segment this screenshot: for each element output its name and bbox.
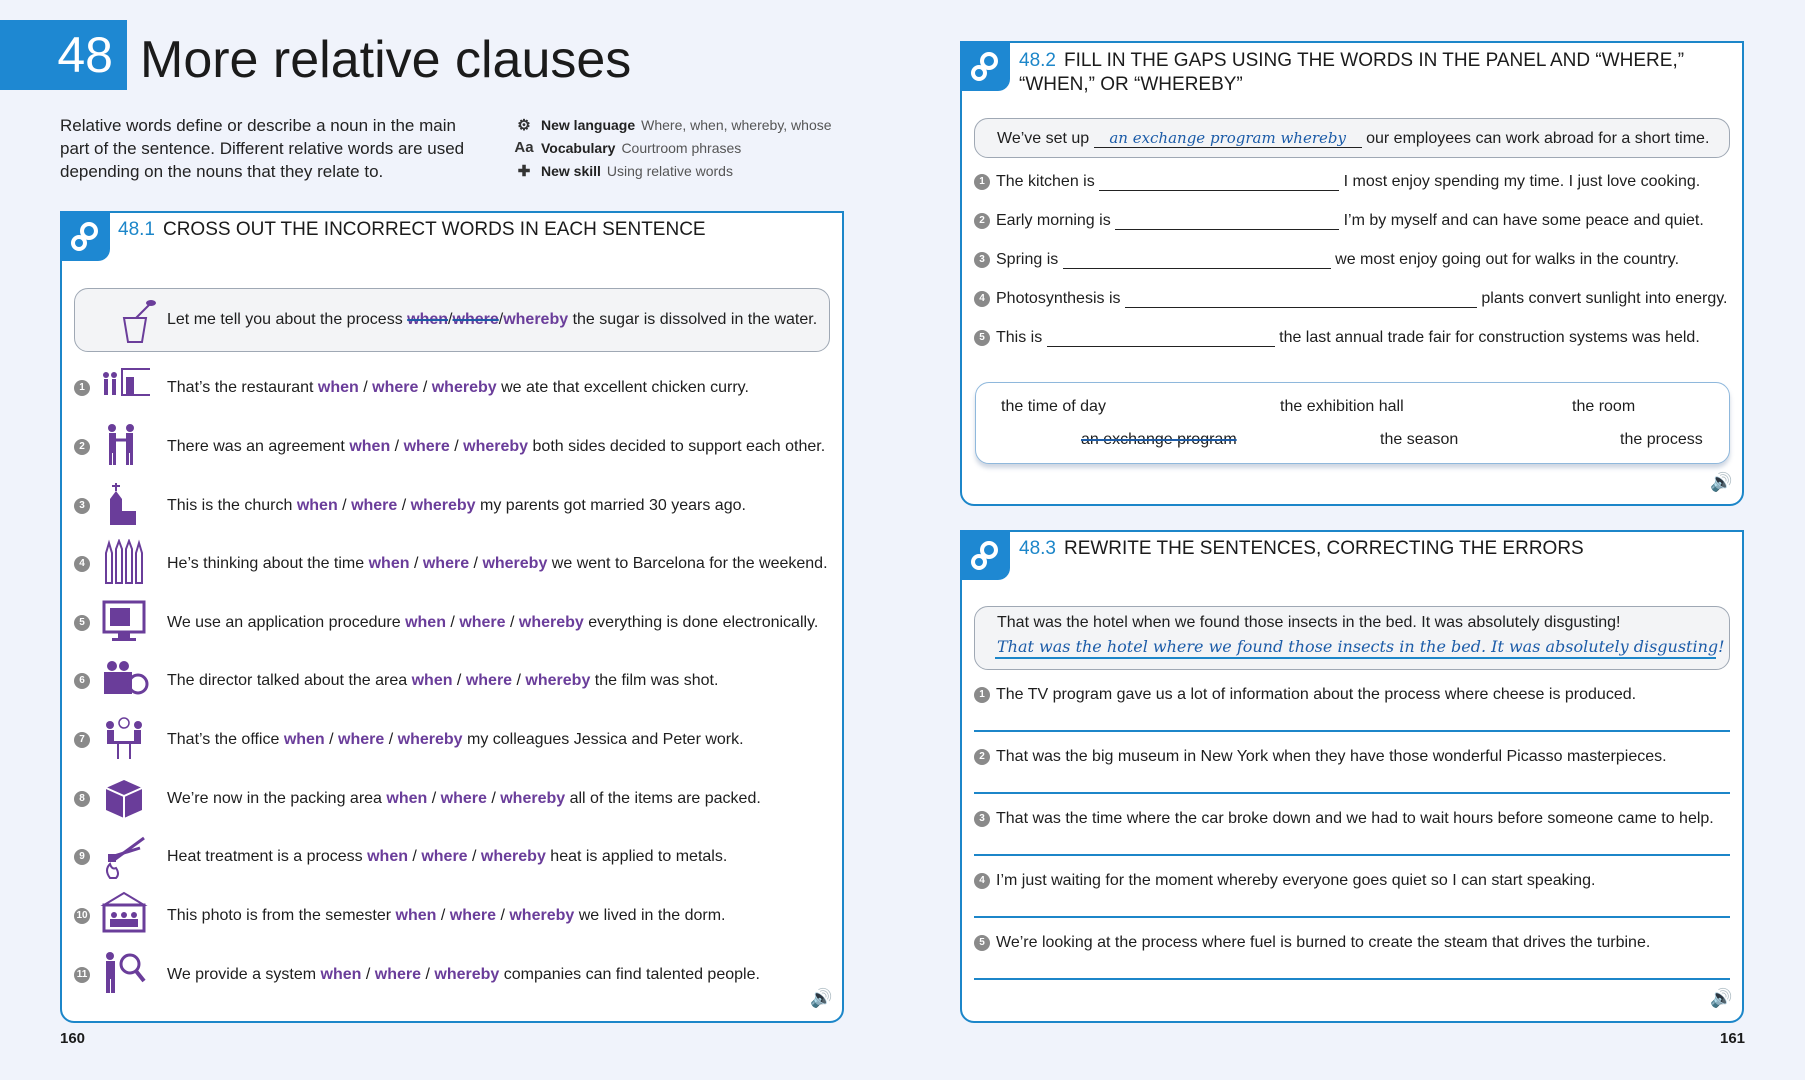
choice-word-when[interactable]: when xyxy=(368,555,410,572)
exercise-title: REWRITE THE SENTENCES, CORRECTING THE ERRORS xyxy=(1063,538,1584,559)
slash: / xyxy=(337,497,352,514)
answer-line[interactable] xyxy=(974,854,1730,856)
item-number: 5 xyxy=(974,935,990,951)
meta-new-language xyxy=(513,116,832,134)
gear-icon: ⚙ xyxy=(517,117,531,134)
choice-word-whereby[interactable]: whereby xyxy=(431,379,497,396)
item-number: 3 xyxy=(74,498,90,514)
sentence-before: This is xyxy=(996,329,1047,346)
sentence-row xyxy=(167,438,825,456)
exercise-badge xyxy=(960,530,1010,580)
panel-word: the exhibition hall xyxy=(1280,398,1404,415)
example-after: the sugar is dissolved in the water. xyxy=(572,311,818,328)
item-number: 5 xyxy=(74,615,90,631)
sentence-before: This photo is from the semester xyxy=(167,907,396,924)
sentence-row xyxy=(167,497,746,515)
speaker-icon[interactable]: 🔊 xyxy=(1710,988,1733,1008)
sentence-row xyxy=(167,614,818,632)
church-icon xyxy=(100,481,150,529)
item-number: 2 xyxy=(974,213,990,229)
answer-line[interactable] xyxy=(974,730,1730,732)
sentence-after: we ate that excellent chicken curry. xyxy=(496,379,749,396)
choice-word-when[interactable]: when xyxy=(349,438,391,455)
slash: / xyxy=(409,555,423,572)
panel-word: the process xyxy=(1620,431,1703,448)
slash: / xyxy=(384,731,398,748)
item-number: 9 xyxy=(74,849,90,865)
answer-line[interactable] xyxy=(974,916,1730,918)
error-sentence: The TV program gave us a lot of information about the process where cheese is produced. xyxy=(996,686,1637,703)
exercise-48-3-heading xyxy=(1019,537,1584,561)
choice-word-when[interactable]: when xyxy=(296,497,338,514)
panel-word: the time of day xyxy=(1001,398,1106,415)
exercise-title-line1: FILL IN THE GAPS USING THE WORDS IN THE PANEL AND “WHERE,” xyxy=(1063,50,1685,71)
choice-word-whereby[interactable]: whereby xyxy=(500,790,566,807)
box-icon xyxy=(100,774,150,822)
exercise-title: CROSS OUT THE INCORRECT WORDS IN EACH SENTENCE xyxy=(162,219,706,240)
puzzle-icon: ✚ xyxy=(517,163,531,180)
example-word-where: where xyxy=(452,311,499,328)
example-word-whereby: whereby xyxy=(503,311,569,328)
error-sentence: That was the big museum in New York when they have those wonderful Picasso masterpieces. xyxy=(996,748,1667,765)
gap-blank[interactable] xyxy=(1099,173,1339,191)
gap-sentence xyxy=(996,329,1700,347)
error-sentence: That was the time where the car broke down and we had to wait hours before someone came to help. xyxy=(996,810,1714,827)
example-before: Let me tell you about the process xyxy=(167,311,403,328)
exercise-badge xyxy=(60,211,110,261)
gap-sentence xyxy=(996,212,1704,230)
photo-icon xyxy=(100,891,150,939)
sentence-after: plants convert sunlight into energy. xyxy=(1476,290,1728,307)
sentence-before: The director talked about the area xyxy=(167,672,412,689)
gap-blank[interactable] xyxy=(1047,329,1275,347)
choice-word-when[interactable]: when xyxy=(395,907,437,924)
slash: / xyxy=(486,790,501,807)
choice-word-where[interactable]: where xyxy=(374,966,422,983)
error-sentence: I’m just waiting for the moment whereby everyone goes quiet so I can start speaking. xyxy=(996,872,1596,889)
choice-word-whereby[interactable]: whereby xyxy=(410,497,476,514)
meta-label: New skill xyxy=(541,163,601,179)
item-number: 8 xyxy=(74,791,90,807)
choice-word-where[interactable]: where xyxy=(403,438,450,455)
exercise-title-line2: “WHEN,” OR “WHEREBY” xyxy=(1019,74,1243,95)
slash: / xyxy=(448,311,453,328)
item-number: 1 xyxy=(974,687,990,703)
sentence-after: we most enjoy going out for walks in the country. xyxy=(1330,251,1680,268)
answer-line[interactable] xyxy=(974,978,1730,980)
meta-vocabulary xyxy=(513,139,741,156)
sentence-after: everything is done electronically. xyxy=(583,614,819,631)
item-number: 3 xyxy=(974,252,990,268)
sentence-before: The kitchen is xyxy=(996,173,1100,190)
sentence-after: I most enjoy spending my time. I just love cooking. xyxy=(1339,173,1701,190)
office-icon xyxy=(100,715,150,763)
exercise-number: 48.3 xyxy=(1019,538,1056,559)
gap-blank[interactable] xyxy=(1115,212,1339,230)
choice-word-when[interactable]: when xyxy=(411,672,453,689)
item-number: 11 xyxy=(74,967,90,983)
meta-new-skill xyxy=(513,162,733,180)
example-sentence: That was the hotel when we found those insects in the bed. It was absolutely disgusting! xyxy=(997,614,1621,631)
sentence-after: companies can find talented people. xyxy=(499,966,760,983)
item-number: 4 xyxy=(974,291,990,307)
meta-label: New language xyxy=(541,117,636,133)
example-sentence xyxy=(997,129,1709,148)
slash: / xyxy=(407,848,422,865)
choice-word-when[interactable]: when xyxy=(283,731,325,748)
sentence-row xyxy=(167,907,725,925)
choice-word-whereby[interactable]: whereby xyxy=(509,907,575,924)
choice-word-when[interactable]: when xyxy=(405,614,446,631)
item-number: 6 xyxy=(74,673,90,689)
sentence-after: all of the items are packed. xyxy=(565,790,761,807)
sentence-before: We use an application procedure xyxy=(167,614,406,631)
sentence-before: We’re now in the packing area xyxy=(167,790,387,807)
sentence-before: That’s the office xyxy=(167,731,284,748)
sentence-row xyxy=(167,379,749,397)
gap-blank[interactable] xyxy=(1125,290,1477,308)
choice-word-whereby[interactable]: whereby xyxy=(434,966,500,983)
example-before: We’ve set up xyxy=(997,130,1090,147)
gap-sentence xyxy=(996,251,1679,269)
sugar-spoon-icon xyxy=(116,298,156,344)
panel-word-used: an exchange program xyxy=(1081,431,1237,448)
sentence-row xyxy=(167,555,828,573)
magnifier-person-icon xyxy=(100,950,150,998)
example-sentence xyxy=(167,311,817,329)
monitor-icon xyxy=(100,598,150,646)
example-word-when: when xyxy=(407,311,449,328)
handshake-icon xyxy=(100,422,150,470)
slash: / xyxy=(505,614,519,631)
answer-line[interactable] xyxy=(974,792,1730,794)
item-number: 10 xyxy=(74,908,90,924)
slash: / xyxy=(397,497,411,514)
choice-word-whereby[interactable]: whereby xyxy=(482,555,548,572)
sentence-before: We provide a system xyxy=(167,966,321,983)
sentence-after: I’m by myself and can have some peace and quiet. xyxy=(1339,212,1704,229)
sentence-before: Spring is xyxy=(996,251,1063,268)
sentence-before: That’s the restaurant xyxy=(167,379,318,396)
intro-text: Relative words define or describe a noun in the main part of the sentence. Different relative words are used depending on the nouns that they relate to. xyxy=(60,116,465,181)
item-number: 2 xyxy=(974,749,990,765)
slash: / xyxy=(496,907,510,924)
slash: / xyxy=(449,438,464,455)
choice-word-where[interactable]: where xyxy=(465,672,513,689)
gears-icon xyxy=(968,538,1002,572)
item-number: 3 xyxy=(974,811,990,827)
slash: / xyxy=(467,848,481,865)
tongs-fire-icon xyxy=(100,832,150,880)
choice-word-whereby[interactable]: whereby xyxy=(463,438,529,455)
choice-word-where[interactable]: where xyxy=(338,731,385,748)
cathedral-icon xyxy=(100,539,150,587)
choice-word-where[interactable]: where xyxy=(422,555,470,572)
exercise-48-2-heading xyxy=(1019,49,1684,97)
sentence-before: He’s thinking about the time xyxy=(167,555,369,572)
slash: / xyxy=(512,672,526,689)
sentence-row xyxy=(167,966,760,984)
choice-word-whereby[interactable]: whereby xyxy=(397,731,463,748)
sentence-after: my colleagues Jessica and Peter work. xyxy=(462,731,744,748)
panel-word: the season xyxy=(1380,431,1459,448)
exercise-48-1-heading xyxy=(118,218,706,242)
panel-word: the room xyxy=(1572,398,1636,415)
page-number-right: 161 xyxy=(1720,1030,1746,1047)
meta-value: Using relative words xyxy=(606,163,733,179)
meta-label: Vocabulary xyxy=(541,139,616,156)
choice-word-whereby[interactable]: whereby xyxy=(480,848,546,865)
sentence-after: the film was shot. xyxy=(590,672,719,689)
sentence-row xyxy=(167,790,761,808)
gap-blank[interactable] xyxy=(1063,251,1331,269)
sentence-before: Photosynthesis is xyxy=(996,290,1125,307)
choice-word-where[interactable]: where xyxy=(449,907,497,924)
gap-sentence xyxy=(996,290,1727,308)
slash: / xyxy=(427,790,441,807)
slash: / xyxy=(469,555,483,572)
unit-number: 48 xyxy=(0,20,127,90)
choice-word-when[interactable]: when xyxy=(367,848,408,865)
exercise-badge xyxy=(960,41,1010,91)
error-sentence: We’re looking at the process where fuel is burned to create the steam that drives the turbine. xyxy=(996,934,1651,951)
sentence-after: both sides decided to support each other. xyxy=(528,438,826,455)
example-answer: That was the hotel where we found those insects in the bed. It was absolutely disgusting! xyxy=(997,637,1725,656)
gap-sentence xyxy=(996,173,1700,191)
choice-word-whereby[interactable]: whereby xyxy=(525,672,591,689)
choice-word-where[interactable]: where xyxy=(351,497,398,514)
item-number: 4 xyxy=(74,556,90,572)
item-number: 7 xyxy=(74,732,90,748)
example-answer: an exchange program whereby xyxy=(1094,129,1362,148)
item-number: 5 xyxy=(974,330,990,346)
slash: / xyxy=(324,731,339,748)
sentence-after: we lived in the dorm. xyxy=(574,907,726,924)
choice-word-whereby[interactable]: whereby xyxy=(518,614,584,631)
film-camera-icon xyxy=(100,656,150,704)
choice-word-where[interactable]: where xyxy=(440,790,487,807)
exercise-number: 48.2 xyxy=(1019,50,1056,71)
sentence-after: the last annual trade fair for construction systems was held. xyxy=(1274,329,1700,346)
sentence-row xyxy=(167,848,727,866)
slash: / xyxy=(498,311,504,328)
restaurant-icon xyxy=(100,363,150,411)
slash: / xyxy=(358,379,373,396)
choice-word-where[interactable]: where xyxy=(421,848,468,865)
choice-word-when[interactable]: when xyxy=(386,790,428,807)
item-number: 1 xyxy=(74,380,90,396)
choice-word-where[interactable]: where xyxy=(459,614,506,631)
gears-icon xyxy=(968,49,1002,83)
sentence-before: Heat treatment is a process xyxy=(167,848,368,865)
item-number: 1 xyxy=(974,174,990,190)
choice-word-when[interactable]: when xyxy=(320,966,362,983)
page-number-left: 160 xyxy=(60,1030,86,1047)
item-number: 2 xyxy=(74,439,90,455)
example-after: our employees can work abroad for a short time. xyxy=(1366,130,1710,147)
sentence-after: heat is applied to metals. xyxy=(545,848,728,865)
speaker-icon[interactable]: 🔊 xyxy=(810,988,833,1008)
slash: / xyxy=(361,966,375,983)
speaker-icon[interactable]: 🔊 xyxy=(1710,472,1733,492)
slash: / xyxy=(421,966,435,983)
meta-value: Where, when, whereby, whose xyxy=(641,117,832,133)
sentence-row xyxy=(167,672,718,690)
sentence-before: Early morning is xyxy=(996,212,1116,229)
item-number: 4 xyxy=(974,873,990,889)
sentence-before: There was an agreement xyxy=(167,438,350,455)
gears-icon xyxy=(68,219,102,253)
sentence-before: This is the church xyxy=(167,497,297,514)
meta-value: Courtroom phrases xyxy=(621,139,742,156)
example-answer-line xyxy=(995,657,1716,659)
aa-icon: Aa xyxy=(514,139,534,156)
sentence-after: we went to Barcelona for the weekend. xyxy=(547,555,828,572)
slash: / xyxy=(452,672,466,689)
choice-word-where[interactable]: where xyxy=(372,379,419,396)
sentence-row xyxy=(167,731,744,749)
slash: / xyxy=(418,379,432,396)
slash: / xyxy=(390,438,404,455)
slash: / xyxy=(436,907,450,924)
exercise-number: 48.1 xyxy=(118,219,155,240)
page-title: More relative clauses xyxy=(140,31,632,89)
slash: / xyxy=(445,614,460,631)
choice-word-when[interactable]: when xyxy=(317,379,359,396)
sentence-after: my parents got married 30 years ago. xyxy=(475,497,746,514)
word-panel xyxy=(975,382,1730,464)
